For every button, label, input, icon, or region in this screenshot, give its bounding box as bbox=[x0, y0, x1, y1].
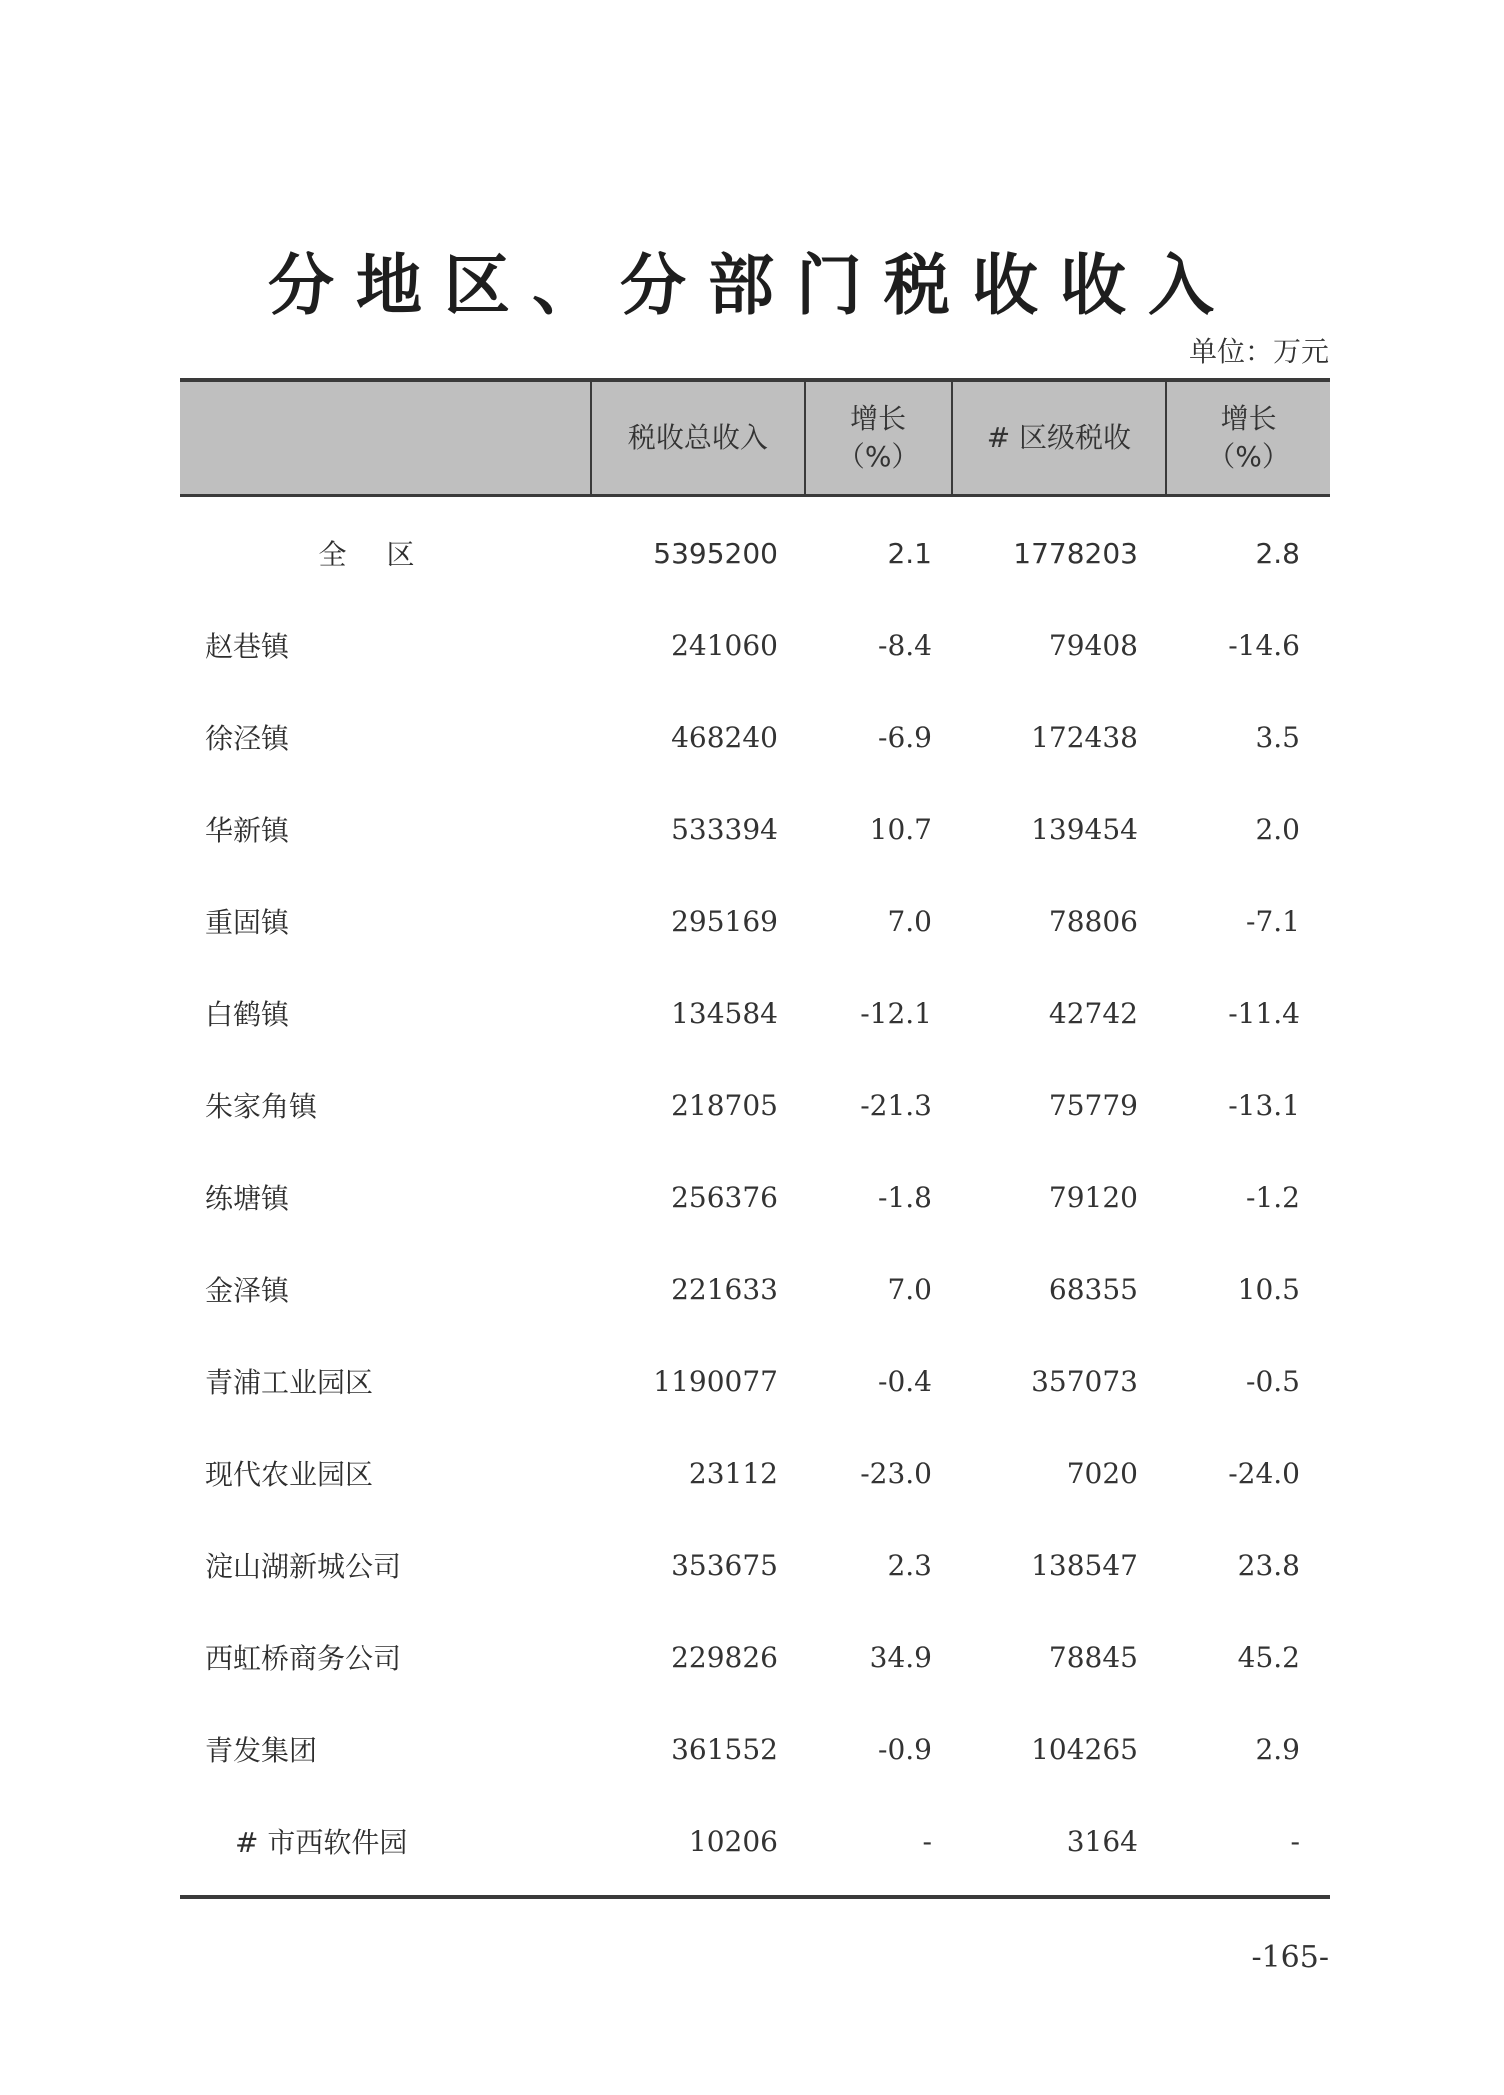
district-growth-value: 3.5 bbox=[1255, 720, 1300, 754]
table-bottom-rule bbox=[180, 1895, 1330, 1899]
region-name: 金泽镇 bbox=[205, 1274, 290, 1307]
district-tax-value: 172438 bbox=[1031, 720, 1138, 754]
district-growth-value: 45.2 bbox=[1237, 1640, 1300, 1674]
page-number: -165- bbox=[1251, 1940, 1329, 1975]
header-region bbox=[180, 382, 590, 494]
growth-value: 2.1 bbox=[887, 536, 932, 570]
district-growth-value: -1.2 bbox=[1246, 1180, 1300, 1214]
region-name: 现代农业园区 bbox=[205, 1458, 374, 1491]
header-total-revenue bbox=[590, 382, 804, 494]
header-district-tax bbox=[951, 382, 1166, 494]
growth-value: 2.3 bbox=[887, 1548, 932, 1582]
header-growth-unit: （%） bbox=[836, 440, 920, 473]
district-growth-value: -0.5 bbox=[1246, 1364, 1300, 1398]
region-name: 重固镇 bbox=[205, 906, 290, 939]
district-growth-value: -24.0 bbox=[1228, 1456, 1300, 1490]
district-tax-value: 104265 bbox=[1031, 1732, 1138, 1766]
growth-value: -23.0 bbox=[860, 1456, 932, 1490]
district-tax-value: 78806 bbox=[1048, 904, 1138, 938]
district-growth-value: -7.1 bbox=[1246, 904, 1300, 938]
district-growth-value: 2.9 bbox=[1255, 1732, 1300, 1766]
region-name: 全区 bbox=[318, 538, 455, 571]
district-growth-value: 2.8 bbox=[1255, 536, 1300, 570]
district-growth-value: 2.0 bbox=[1255, 812, 1300, 846]
region-name: # 市西软件园 bbox=[235, 1826, 408, 1859]
region-name: 赵巷镇 bbox=[205, 630, 290, 663]
total-revenue-value: 5395200 bbox=[653, 536, 778, 570]
page-title: 分地区、分部门税收收入 bbox=[268, 246, 1236, 324]
total-revenue-value: 218705 bbox=[671, 1088, 778, 1122]
growth-value: -21.3 bbox=[860, 1088, 932, 1122]
region-name: 青浦工业园区 bbox=[205, 1366, 374, 1399]
region-name: 淀山湖新城公司 bbox=[205, 1550, 402, 1583]
growth-value: -8.4 bbox=[878, 628, 932, 662]
district-tax-value: 357073 bbox=[1031, 1364, 1138, 1398]
total-revenue-value: 295169 bbox=[671, 904, 778, 938]
total-revenue-value: 134584 bbox=[671, 996, 778, 1030]
header-total-revenue-label: 税收总收入 bbox=[627, 421, 768, 454]
growth-value: -6.9 bbox=[878, 720, 932, 754]
header-district-growth bbox=[1165, 382, 1330, 494]
district-tax-value: 79120 bbox=[1048, 1180, 1138, 1214]
district-growth-value: -14.6 bbox=[1228, 628, 1300, 662]
total-revenue-value: 533394 bbox=[671, 812, 778, 846]
district-tax-value: 42742 bbox=[1048, 996, 1138, 1030]
region-name: 白鹤镇 bbox=[205, 998, 290, 1031]
growth-value: 7.0 bbox=[887, 1272, 932, 1306]
table-row bbox=[180, 1611, 1330, 1703]
table-row bbox=[180, 599, 1330, 691]
district-growth-value: -11.4 bbox=[1228, 996, 1300, 1030]
total-revenue-value: 256376 bbox=[671, 1180, 778, 1214]
district-growth-value: -13.1 bbox=[1228, 1088, 1300, 1122]
table-row bbox=[180, 1335, 1330, 1427]
district-tax-value: 139454 bbox=[1031, 812, 1138, 846]
table-row bbox=[180, 1519, 1330, 1611]
region-name: 练塘镇 bbox=[205, 1182, 290, 1215]
table-row-total bbox=[180, 507, 1330, 599]
table-row bbox=[180, 1427, 1330, 1519]
growth-value: -0.9 bbox=[878, 1732, 932, 1766]
total-revenue-value: 353675 bbox=[671, 1548, 778, 1582]
district-tax-value: 78845 bbox=[1048, 1640, 1138, 1674]
table-row bbox=[180, 875, 1330, 967]
total-revenue-value: 221633 bbox=[671, 1272, 778, 1306]
header-district-growth-unit: （%） bbox=[1207, 440, 1290, 473]
total-revenue-value: 23112 bbox=[688, 1456, 778, 1490]
header-district-growth-label: 增长 bbox=[1220, 402, 1277, 435]
table-row bbox=[180, 1243, 1330, 1335]
growth-value: 7.0 bbox=[887, 904, 932, 938]
table-row bbox=[180, 967, 1330, 1059]
header-district-tax-label: # 区级税收 bbox=[986, 421, 1132, 454]
growth-value: - bbox=[922, 1824, 932, 1858]
table-row bbox=[180, 1151, 1330, 1243]
table-row bbox=[180, 1059, 1330, 1151]
tax-revenue-table bbox=[180, 378, 1330, 1899]
growth-value: 34.9 bbox=[869, 1640, 932, 1674]
table-row bbox=[180, 1703, 1330, 1795]
total-revenue-value: 361552 bbox=[671, 1732, 778, 1766]
table-row bbox=[180, 783, 1330, 875]
total-revenue-value: 241060 bbox=[671, 628, 778, 662]
district-growth-value: 10.5 bbox=[1237, 1272, 1300, 1306]
district-tax-value: 1778203 bbox=[1013, 536, 1138, 570]
growth-value: 10.7 bbox=[869, 812, 932, 846]
district-tax-value: 79408 bbox=[1048, 628, 1138, 662]
district-tax-value: 7020 bbox=[1066, 1456, 1138, 1490]
region-name: 朱家角镇 bbox=[205, 1090, 318, 1123]
district-growth-value: - bbox=[1290, 1824, 1300, 1858]
district-tax-value: 68355 bbox=[1048, 1272, 1138, 1306]
header-growth bbox=[804, 382, 951, 494]
region-name: 华新镇 bbox=[205, 814, 290, 847]
district-tax-value: 3164 bbox=[1066, 1824, 1138, 1858]
district-growth-value: 23.8 bbox=[1237, 1548, 1300, 1582]
total-revenue-value: 468240 bbox=[671, 720, 778, 754]
header-growth-label: 增长 bbox=[850, 402, 907, 435]
growth-value: -0.4 bbox=[878, 1364, 932, 1398]
table-row-sub bbox=[180, 1795, 1330, 1887]
growth-value: -12.1 bbox=[860, 996, 932, 1030]
total-revenue-value: 229826 bbox=[671, 1640, 778, 1674]
table-body bbox=[180, 497, 1330, 1887]
unit-label: 单位：万元 bbox=[1188, 335, 1329, 368]
district-tax-value: 75779 bbox=[1048, 1088, 1138, 1122]
district-tax-value: 138547 bbox=[1031, 1548, 1138, 1582]
region-name: 西虹桥商务公司 bbox=[205, 1642, 402, 1675]
region-name: 徐泾镇 bbox=[205, 722, 290, 755]
table-header bbox=[180, 382, 1330, 497]
total-revenue-value: 10206 bbox=[688, 1824, 778, 1858]
growth-value: -1.8 bbox=[878, 1180, 932, 1214]
total-revenue-value: 1190077 bbox=[653, 1364, 778, 1398]
region-name: 青发集团 bbox=[205, 1734, 318, 1767]
table-row bbox=[180, 691, 1330, 783]
